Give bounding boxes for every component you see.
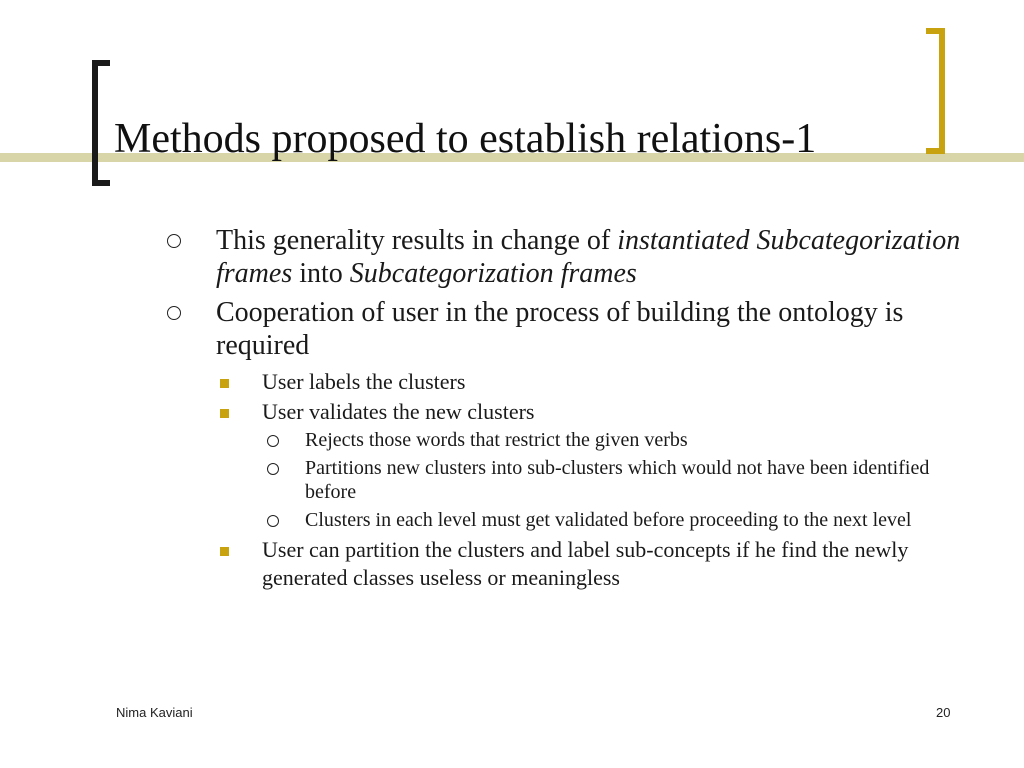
footer-page-number: 20 (936, 705, 951, 720)
sub-bullet-item (163, 536, 963, 592)
sub-sub-bullet-item (163, 428, 963, 452)
hollow-circle-bullet-icon (267, 463, 279, 475)
bullet-text: User validates the new clusters (262, 399, 535, 424)
sub-sub-bullet-item (163, 456, 963, 504)
square-bullet-icon (220, 409, 229, 418)
bullet-text: Rejects those words that restrict the given verbs (305, 429, 688, 451)
square-bullet-icon (220, 547, 229, 556)
hollow-circle-bullet-icon (267, 515, 279, 527)
bullet-text: User can partition the clusters and label sub-concepts if he find the newly generated classes useless or meaningless (262, 537, 909, 590)
slide-title: Methods proposed to establish relations-1 (114, 116, 817, 162)
bullet-text: Cooperation of user in the process of building the ontology is required (216, 297, 904, 361)
bullet-text: Partitions new clusters into sub-clusters which would not have been identified before (305, 457, 930, 503)
footer-author: Nima Kaviani (116, 705, 193, 720)
bullet-text: Clusters in each level must get validated before proceeding to the next level (305, 509, 912, 531)
sub-bullet-item (163, 368, 963, 396)
right-bracket-decoration (926, 28, 945, 154)
hollow-circle-bullet-icon (167, 234, 181, 248)
hollow-circle-bullet-icon (267, 435, 279, 447)
hollow-circle-bullet-icon (167, 306, 181, 320)
slide-body (163, 224, 963, 594)
bullet-item (163, 296, 963, 362)
bullet-text: This generality results in change of instantiated Subcategorization frames into Subcategorization frames (216, 225, 961, 289)
sub-bullet-item (163, 398, 963, 426)
left-bracket-decoration (92, 60, 110, 186)
square-bullet-icon (220, 379, 229, 388)
bullet-text: User labels the clusters (262, 369, 466, 394)
sub-sub-bullet-item (163, 508, 963, 532)
bullet-item (163, 224, 963, 290)
